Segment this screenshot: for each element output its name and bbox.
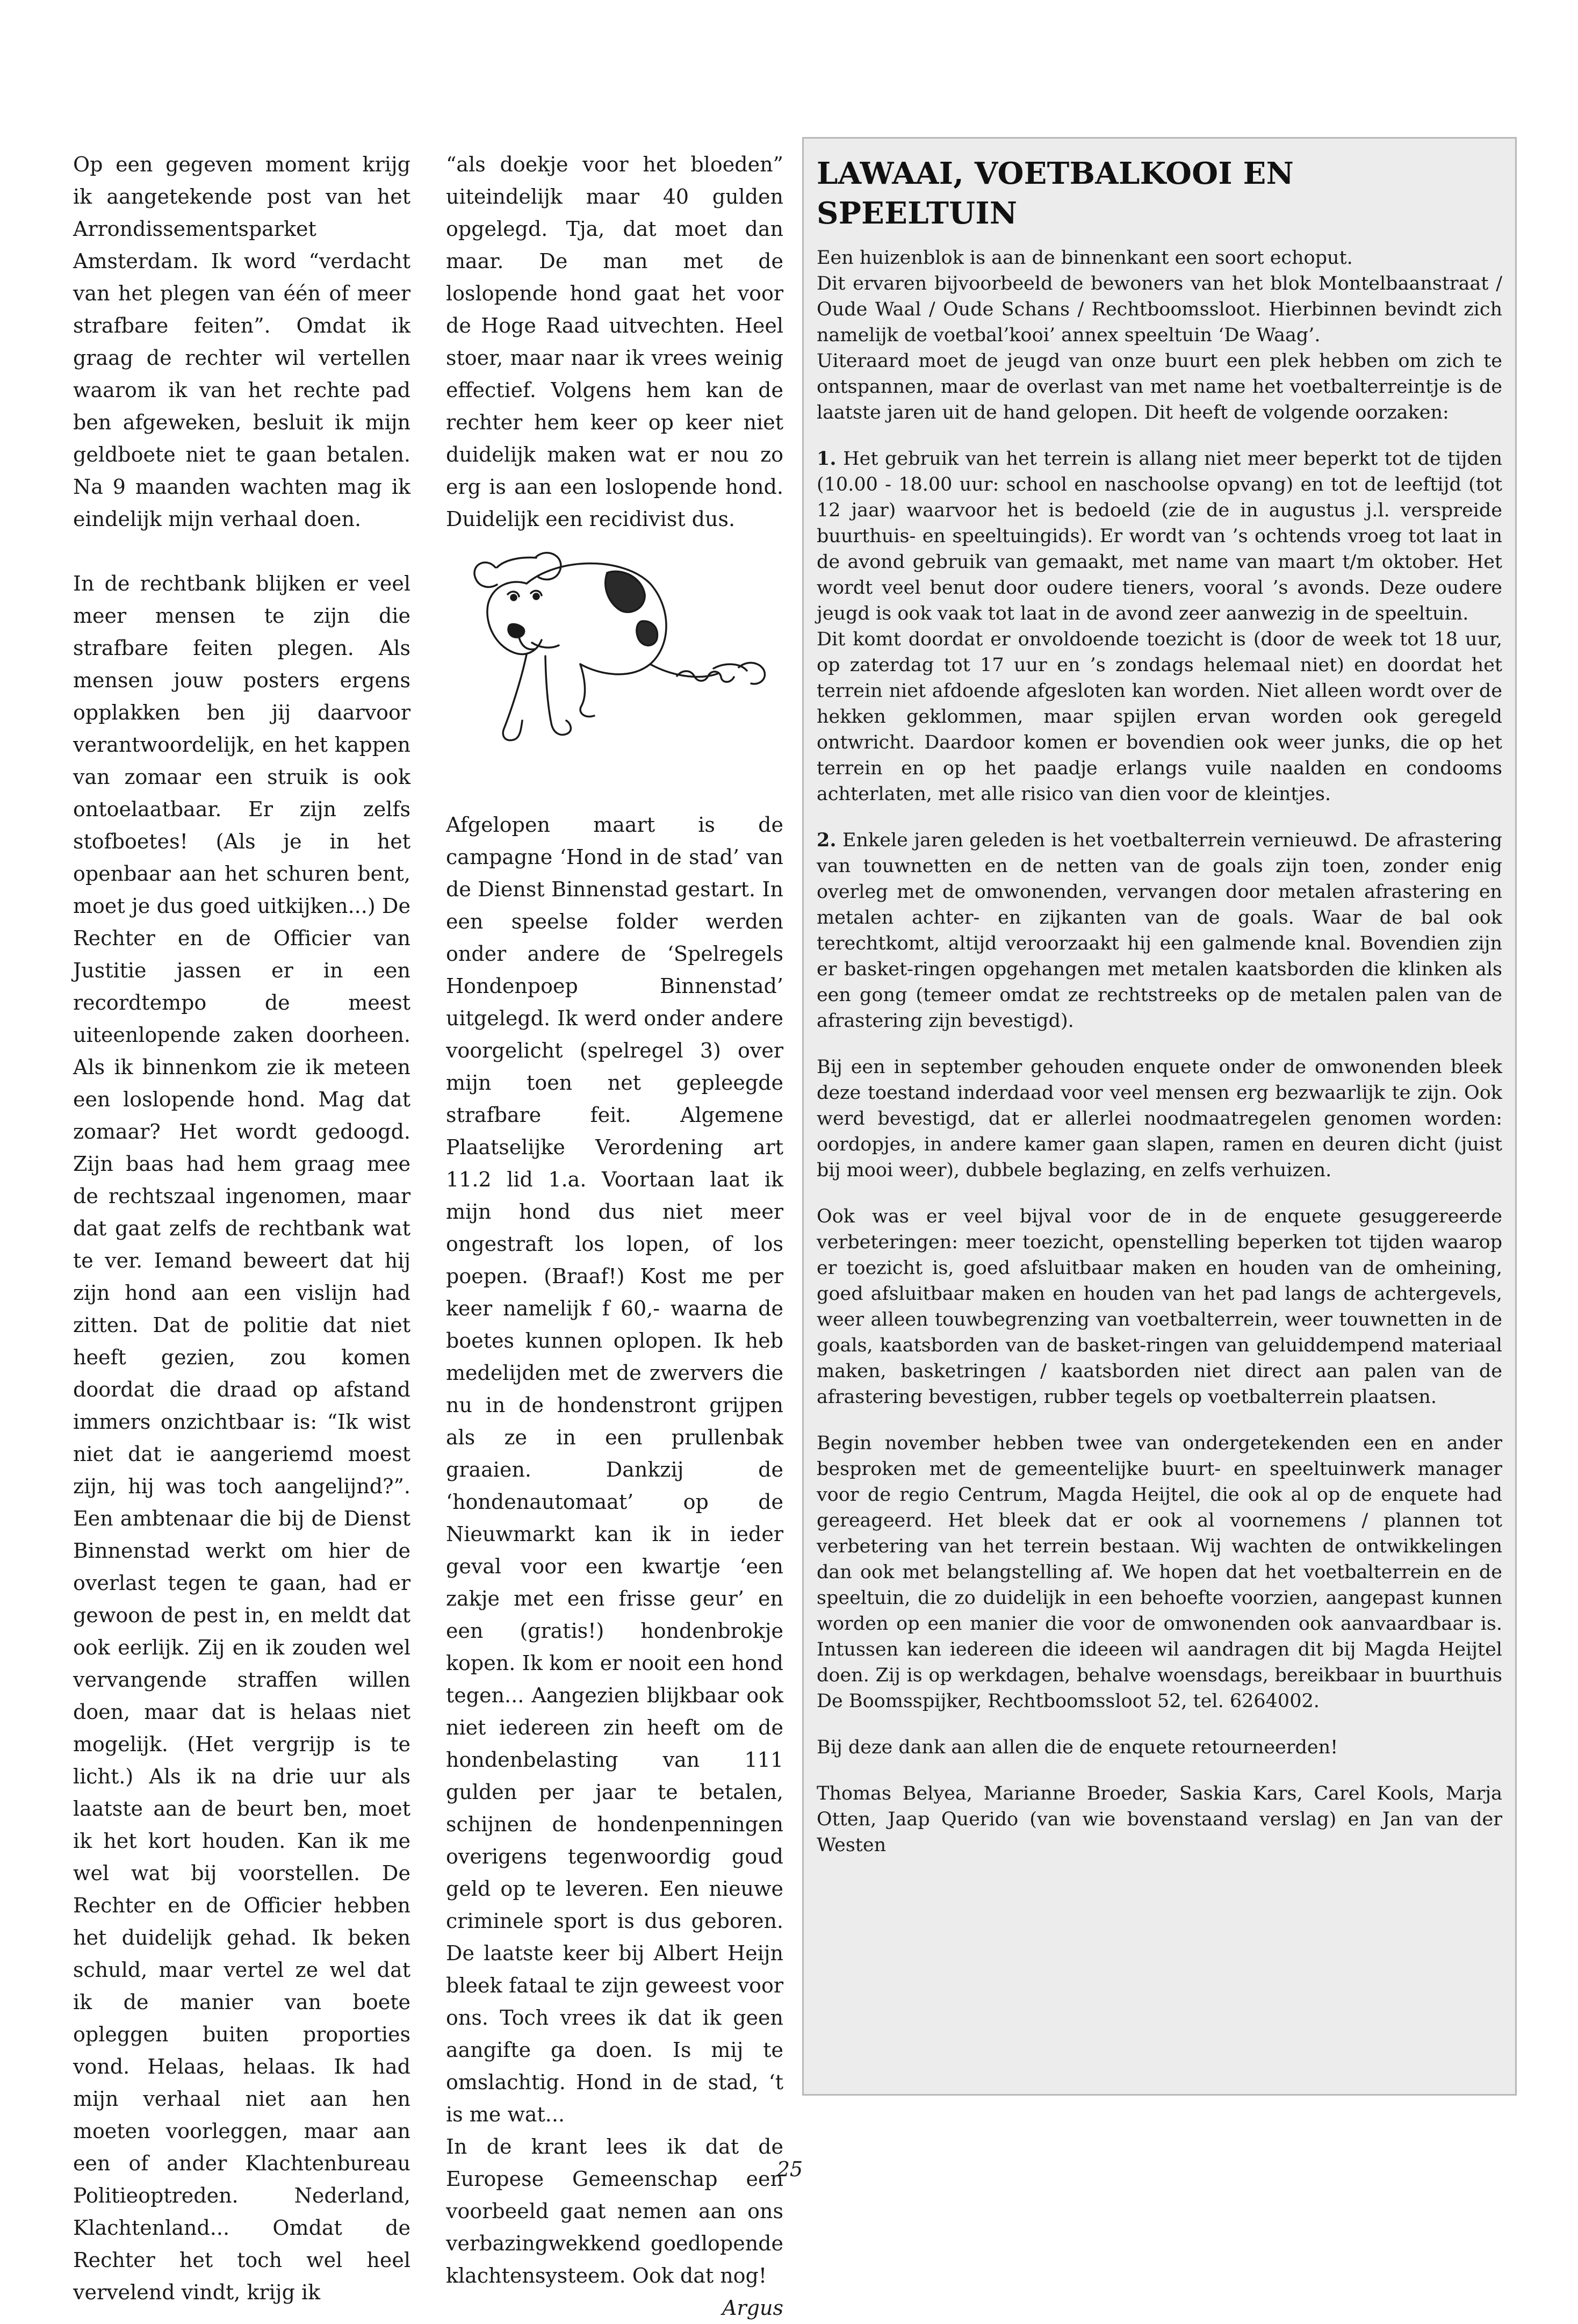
point-2 <box>817 828 1502 1034</box>
sidebar-intro-line-2: Dit ervaren bijvoorbeeld de bewoners van het blok Montelbaanstraat / Oude Waal / Oude Schans / Rechtboomssloot. Hierbinnen bevindt zich namelijk de voetbal’kooi’ annex speeltuin ‘De Waag’. <box>817 273 1502 346</box>
enquete-paragraph: Bij een in september gehouden enquete onder de omwonenden bleek deze toestand inderdaad voor veel mensen erg bezwaarlijk te zijn. Ook werd bevestigd, dat er allerlei noodmaatregelen genomen worden: oordopjes, in andere kamer gaan slapen, ramen en deuren dicht (juist bij mooi weer), dubbele beglazing, en zelfs verhuizen. <box>817 1056 1502 1181</box>
middle-column <box>446 148 783 2324</box>
sidebar-title: LAWAAI, VOETBALKOOI EN SPEELTUIN <box>817 156 1294 231</box>
left-column <box>73 148 410 2308</box>
middle-body-paragraph: Afgelopen maart is de campagne ‘Hond in de stad’ van de Dienst Binnenstad gestart. In een speelse folder werden onder andere de ‘Spelregels Hondenpoep Binnenstad’ uitgelegd. Ik werd onder andere voorgelicht (spelregel 3) over mijn toen net gepleegde strafbare feit. Algemene Plaatselijke Verordening art 11.2 lid 1.a. Voortaan laat ik mijn hond dus niet meer ongestraft los lopen, of los poepen. (Braaf!) Kost me per keer namelijk f 60,- waarna de boetes kunnen oplopen. Ik heb medelijden met de zwervers die nu in de hondenstront grijpen als ze in een prullenbak graaien. Dankzij de ‘hondenautomaat’ op de Nieuwmarkt kan ik in ieder geval voor een kwartje ‘een zakje met een frisse geur’ en een (gratis!) hondenbrokje kopen. Ik kom er nooit een hond tegen... Aangezien blijkbaar ook niet iedereen zin heeft om de hondenbelasting van 111 gulden per jaar te betalen, schijnen de hondenpenningen overigens tegenwoordig goud geld op te leveren. Een nieuwe criminele sport is dus geboren. De laatste keer bij Albert Heijn bleek fataal te zijn geweest voor ons. Toch vrees ik dat ik geen aangifte ga doen. Is mij te omslachtig. Hond in de stad, ‘t is me wat... <box>446 813 783 2126</box>
sidebar-box <box>802 137 1517 2096</box>
sidebar-content <box>817 154 1502 1858</box>
sidebar-intro-line-3: Uiteraard moet de jeugd van onze buurt een plek hebben om zich te ontspannen, maar de overlast van met name het voetbalterreintje is de laatste jaren uit de hand gelopen. Dit heeft de volgende oorzaken: <box>817 350 1502 423</box>
suggestions-paragraph: Ook was er veel bijval voor de in de enquete gesuggereerde verbeteringen: meer toezicht, openstelling beperken tot tijden waarop er toezicht is, goed afsluitbaar maken en houden van de omheining, goed afsluitbaar maken en houden van het pad langs de achtergevels, weer alleen touwbegrenzing van voetbalterrein, weer touwnetten in de goals, kaatsborden van de basket-ringen van geluiddempend materiaal maken, basketringen / kaatsborden niet direct aan palen van de afrastering bevestigen, rubber tegels op voetbalterrein plaatsen. <box>817 1206 1502 1408</box>
november-paragraph: Begin november hebben twee van ondergetekenden een en ander besproken met de gemeentelijke buurt- en speeltuinwerk manager voor de regio Centrum, Magda Heijtel, die ook al op de enquete had gereageerd. Het bleek dat er ook al voornemens / plannen tot verbetering van het terrein bestaan. Wij wachten de ontwikkelingen dan ook met belangstelling af. We hopen dat het voetbalterrein en de speeltuin, die zo duidelijk in een behoefte voorzien, aangepast kunnen worden op een manier die voor de omwonenden ook aanvaardbaar is. Intussen kan iedereen die ideeen wil aandragen dit bij Magda Heijtel doen. Zij is op werkdagen, behalve woensdags, bereikbaar in buurthuis De Boomsspijker, Rechtboomssloot 52, tel. 6264002. <box>817 1433 1502 1712</box>
page-number: 25 <box>776 2157 803 2181</box>
signatories: Thomas Belyea, Marianne Broeder, Saskia Kars, Carel Kools, Marja Otten, Jaap Querido (van wie bovenstaand verslag) en Jan van der Westen <box>817 1783 1502 1856</box>
left-paragraph-1: Op een gegeven moment krijg ik aangetekende post van het Arrondissementsparket Amsterdam. Ik word “verdacht van het plegen van één of meer strafbare feiten”. Omdat ik graag de rechter wil vertellen waarom ik van het rechte pad ben afgeweken, besluit ik mijn geldboete niet te gaan betalen. Na 9 maanden wachten mag ik eindelijk mijn verhaal doen. <box>73 153 410 531</box>
point-2-text: Enkele jaren geleden is het voetbalterrein vernieuwd. De afrastering van touwnetten en de netten van de goals zijn toen, zonder enig overleg met de omwonenden, vervangen door metalen afrastering en metalen achter- en zijkanten van de goals. Waar de bal ook terechtkomt, altijd veroorzaakt hij een galmende knal. Bovendien zijn er basket-ringen opgehangen met metalen kaatsborden die klinken als een gong (temeer omdat ze rechtstreeks op de metalen palen van de afrastering zijn bevestigd). <box>817 830 1502 1032</box>
left-paragraph-2: In de rechtbank blijken er veel meer mensen te zijn die strafbare feiten plegen. Als mensen jouw posters ergens opplakken ben jij daarvoor verantwoordelijk, en het kappen van zomaar een struik is ook ontoelaatbaar. Er zijn zelfs stofboetes! (Als je in het openbaar aan het schuren bent, moet je dus goed uitkijken...) De Rechter en de Officier van Justitie jassen er in een recordtempo de meest uiteenlopende zaken doorheen. Als ik binnenkom zie ik meteen een loslopende hond. Mag dat zomaar? Het wordt gedoogd. Zijn baas had hem graag mee de rechtszaal ingenomen, maar dat gaat zelfs de rechtbank wat te ver. Iemand beweert dat hij zijn hond aan een vislijn had zitten. Dat de politie dat niet heeft gezien, zou komen doordat die draad op afstand immers onzichtbaar is: “Ik wist niet dat ie aangeriemd moest zijn, hij was toch aangelijnd?”. Een ambtenaar die bij de Dienst Binnenstad werkt om hier de overlast tegen te gaan, had er gewoon de pest in, en meldt dat ook eerlijk. Zij en ik zouden wel vervangende straffen willen doen, maar dat is helaas niet mogelijk. (Het vergrijp is te licht.) Als ik na drie uur als laatste aan de beurt ben, moet ik het kort houden. Kan ik me wel wat bij voorstellen. De Rechter en de Officier hebben het duidelijk gehad. Ik beken schuld, maar vertel ze wel dat ik de manier van boete opleggen buiten proporties vond. Helaas, helaas. Ik had mijn verhaal niet aan hen moeten voorleggen, maar aan een of ander Klachtenbureau Politieoptreden. Nederland, Klachtenland... Omdat de Rechter het toch wel heel vervelend vindt, krijg ik <box>73 572 410 2304</box>
point-1-text: Het gebruik van het terrein is allang niet meer beperkt tot de tijden (10.00 - 18.00 uur: school en naschoolse opvang) en tot de leeftijd (tot 12 jaar) waarvoor het is bedoeld (zie de in augustus j.l. verspreide buurthuis- en speeltuingids). Er wordt van ’s ochtends vroeg tot laat in de avond gebruik van gemaakt, met name van maart t/m oktober. Het wordt veel benut door oudere tieners, vooral ’s avonds. Deze oudere jeugd is ook vaak tot laat in de avond zeer aanwezig in de speeltuin. <box>817 448 1502 624</box>
author-signature: Argus <box>722 2296 783 2320</box>
dog-illustration <box>446 535 783 772</box>
thanks-line: Bij deze dank aan allen die de enquete retourneerden! <box>817 1737 1338 1758</box>
middle-closing-paragraph: In de krant lees ik dat de Europese Gemeenschap een voorbeeld gaat nemen aan ons verbazingwekkend goedlopende klachtensysteem. Ook dat nog! <box>446 2135 783 2287</box>
point-1-number: 1. <box>817 448 837 470</box>
middle-intro-paragraph: “als doekje voor het bloeden” uiteindelijk maar 40 gulden opgelegd. Tja, dat moet dan maar. De man met de loslopende hond gaat het voor de Hoge Raad uitvechten. Heel stoer, maar naar ik vrees weinig effectief. Volgens hem kan de rechter hem keer op keer niet duidelijk maken wat er nou zo erg is aan een loslopende hond. Duidelijk een recidivist dus. <box>446 153 783 531</box>
point-2-number: 2. <box>817 829 837 851</box>
point-1 <box>817 446 1502 627</box>
point-1-continued: Dit komt doordat er onvoldoende toezicht is (door de week tot 18 uur, op zaterdag tot 17 uur en ’s zondags helemaal niet) en doordat het terrein niet afdoende afgesloten kan worden. Niet alleen wordt over de hekken geklommen, maar spijlen ervan worden ook geregeld ontwricht. Daardoor komen er bovendien ook weer junks, die op het terrein en op het paadje erlangs vuile naalden en condooms achterlaten, met alle risico van dien voor de kleintjes. <box>817 629 1502 805</box>
sidebar-intro-line-1: Een huizenblok is aan de binnenkant een soort echoput. <box>817 247 1353 269</box>
